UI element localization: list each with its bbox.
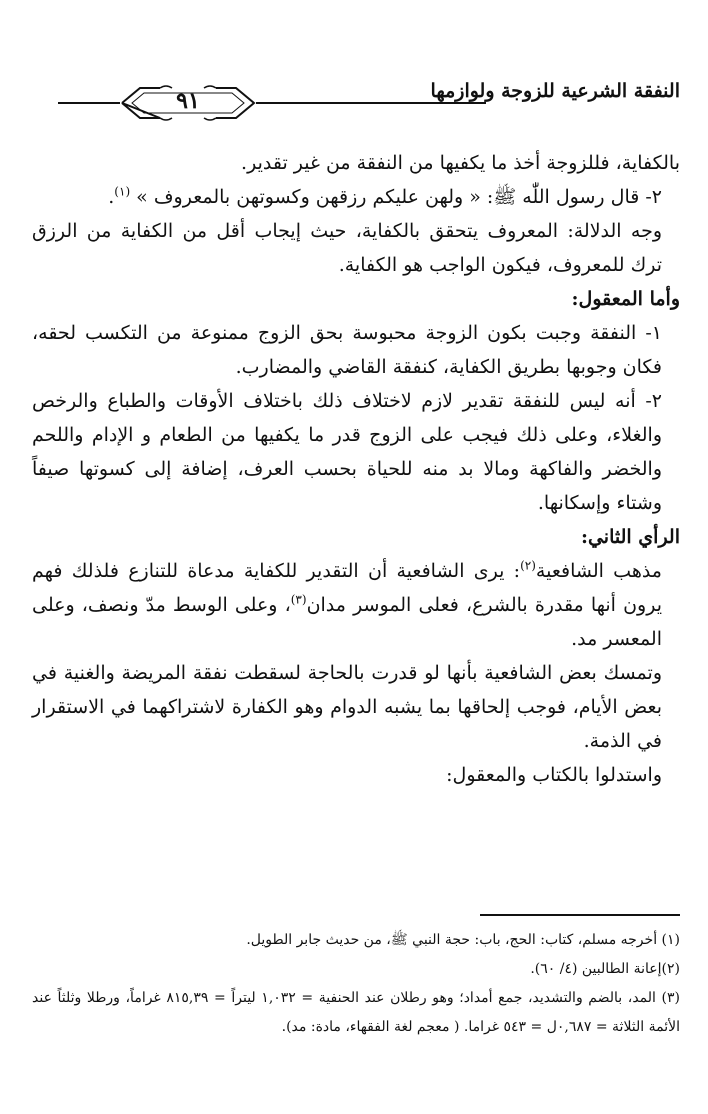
paragraph-part: : يرى الشافعية أن التقدير للكفاية مدعاة للتنازع فلذلك فهم يرون أنها مقدرة بالشرع، فعلى الموسر مدان — [32, 560, 662, 616]
paragraph: ١- النفقة وجبت بكون الزوجة محبوسة بحق الزوج ممنوعة من التكسب لحقه، فكان وجوبها بطريق الكفاية، كنفقة القاضي والمضارب. — [32, 322, 662, 378]
paragraph: واستدلوا بالكتاب والمعقول: — [446, 764, 662, 786]
page-header — [58, 76, 680, 128]
paragraph-hadith — [32, 180, 680, 214]
paragraph: وجه الدلالة: المعروف يتحقق بالكفاية، حيث إيجاب أقل من الكفاية من الرزق ترك للمعروف، فيكون الواجب هو الكفاية. — [32, 220, 662, 276]
footnote-separator — [480, 914, 680, 916]
hadith-text: ٢- قال رسول اللّٰه ﷺ: « ولهن عليكم رزقهن وكسوتهن بالمعروف » — [136, 186, 662, 208]
footnote-ref-2: (٢) — [520, 558, 536, 573]
paragraph: ٢- أنه ليس للنفقة تقدير لازم لاختلاف ذلك باختلاف الأوقات والطباع والرخص والغلاء، وعلى ذلك فيجب على الزوج قدر ما يكفيها من الطعام و الإدام واللحم والخضر والفاكهة ومالا بد منه للحياة بحسب العرف، إضافة إلى كسوتها صيفاً وشتاء وإسكانها. — [32, 390, 662, 514]
paragraph-part: ، وعلى الوسط مدّ ونصف، وعلى المعسر مد. — [32, 594, 662, 650]
header-rule-left — [58, 102, 120, 104]
header-rule-right — [256, 102, 486, 104]
paragraph: وتمسك بعض الشافعية بأنها لو قدرت بالحاجة لسقطت نفقة المريضة والغنية في بعض الأيام، فوجب إلحاقها بما يشبه الدوام وهو الكفارة لاشتراكهما في الاستقرار في الذمة. — [32, 662, 662, 752]
hadith-end: . — [108, 186, 115, 208]
page-number-badge — [120, 82, 256, 122]
footnote-3: (٣) المد، بالضم والتشديد، جمع أمداد؛ وهو رطلان عند الحنفية = ١,٠٣٢ ليتراً = ٨١٥,٣٩ غراماً، ورطلا وثلثاً عند الأئمة الثلاثة = ٠,٦٨٧ل = ٥٤٣ غراما. ( معجم لغة الفقهاء، مادة: مد). — [32, 990, 680, 1035]
footnote-1: (١) أخرجه مسلم، كتاب: الحج، باب: حجة النبي ﷺ، من حديث جابر الطويل. — [246, 932, 680, 948]
footnote-ref-1: (١) — [114, 184, 131, 199]
section-heading: الرأي الثاني: — [580, 526, 680, 548]
running-title: النفقة الشرعية للزوجة ولوازمها — [430, 80, 680, 102]
section-heading: وأما المعقول: — [571, 288, 680, 310]
page-number: ٩١ — [176, 88, 200, 114]
paragraph-shafii — [32, 554, 680, 656]
footnote-ref-3: (٣) — [290, 592, 307, 607]
paragraph-part: مذهب الشافعية — [535, 560, 662, 582]
main-text — [32, 146, 680, 792]
footnote-2: (٢)إعانة الطالبين (٤/ ٦٠). — [530, 961, 680, 977]
footnotes — [32, 926, 680, 1042]
paragraph: بالكفاية، فللزوجة أخذ ما يكفيها من النفقة من غير تقدير. — [241, 152, 680, 174]
